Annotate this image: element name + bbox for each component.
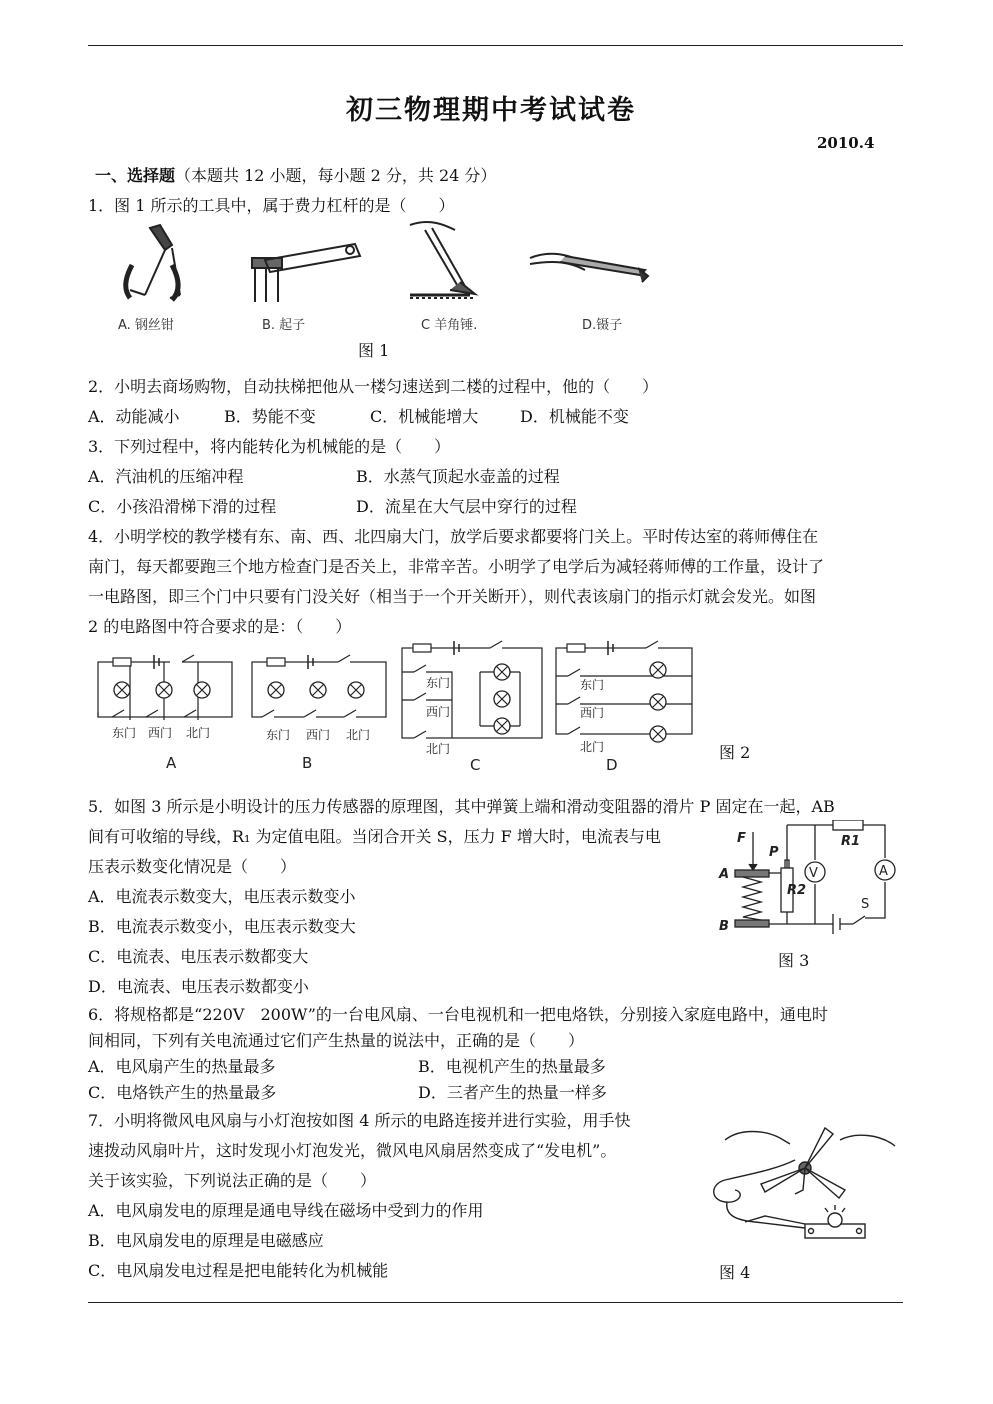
q6-option-a: A．电风扇产生的热量最多 xyxy=(88,1057,276,1076)
point-b-label: B xyxy=(719,919,729,934)
q2-stem: 2．小明去商场购物，自动扶梯把他从一楼匀速送到二楼的过程中，他的（ ） xyxy=(88,377,659,396)
right-hand-icon xyxy=(840,1135,895,1146)
q7-option-c: C．电风扇发电过程是把电能转化为机械能 xyxy=(88,1261,389,1280)
q2-option-b: B．势能不变 xyxy=(224,407,316,426)
q6-option-c: C．电烙铁产生的热量最多 xyxy=(88,1083,277,1102)
circuit-b-door-north: 北门 xyxy=(346,728,371,742)
section-heading xyxy=(95,163,496,186)
pliers-icon xyxy=(126,225,180,300)
header-rule xyxy=(88,45,903,46)
tool-caption-d: D.镊子 xyxy=(582,318,623,333)
section-title: 一、选择题 xyxy=(95,166,176,185)
circuit-a xyxy=(98,655,232,720)
circuit-d-door-west: 西门 xyxy=(580,706,605,720)
circuit-c-door-north: 北门 xyxy=(426,742,451,756)
q2-option-d: D．机械能不变 xyxy=(520,407,629,426)
figure-3-label: 图 3 xyxy=(778,951,810,970)
q2-option-a: A．动能减小 xyxy=(88,407,180,426)
bottle-opener-icon xyxy=(252,244,360,302)
point-a-label: A xyxy=(719,867,730,882)
tool-caption-b: B. 起子 xyxy=(262,318,306,333)
q3-option-b: B．水蒸气顶起水壶盖的过程 xyxy=(356,467,560,486)
figure-3-sensor-circuit xyxy=(715,820,905,940)
circuit-b-door-west: 西门 xyxy=(306,728,331,742)
tweezers-icon xyxy=(530,254,648,282)
exam-date: 2010.4 xyxy=(817,134,875,152)
q5-line-3: 压表示数变化情况是（ ） xyxy=(88,857,297,876)
circuit-d-door-north: 北门 xyxy=(580,740,605,754)
circuit-a-door-north: 北门 xyxy=(186,726,211,740)
q4-line-2: 南门，每天都要跑三个地方检查门是否关上，非常辛苦。小明学了电学后为减轻蒋师傅的工作量，设计了 xyxy=(88,557,825,576)
circuit-b-door-east: 东门 xyxy=(266,728,291,742)
q7-line-2: 速拨动风扇叶片，这时发现小灯泡发光，微风电风扇居然变成了“发电机”。 xyxy=(88,1141,617,1160)
force-label: F xyxy=(737,831,746,846)
q7-option-a: A．电风扇发电的原理是通电导线在磁场中受到力的作用 xyxy=(88,1201,484,1220)
footer-rule xyxy=(88,1302,903,1303)
page-title: 初三物理期中考试试卷 xyxy=(346,95,636,126)
switch-s-label: S xyxy=(861,897,870,912)
circuit-c-label: C xyxy=(470,756,481,774)
circuit-b-label: B xyxy=(302,754,313,772)
section-note: （本题共 12 小题，每小题 2 分，共 24 分） xyxy=(175,166,497,185)
q5-option-d: D．电流表、电压表示数都变小 xyxy=(88,977,309,996)
q7-option-b: B．电风扇发电的原理是电磁感应 xyxy=(88,1231,324,1250)
voltmeter-label: V xyxy=(809,866,818,881)
r1-label: R1 xyxy=(841,834,861,849)
tool-caption-a: A. 钢丝钳 xyxy=(118,318,174,333)
circuit-a-door-west: 西门 xyxy=(148,726,173,740)
q6-option-b: B．电视机产生的热量最多 xyxy=(418,1057,606,1076)
circuit-c xyxy=(402,641,542,742)
fan-icon xyxy=(761,1128,845,1198)
q7-line-3: 关于该实验，下列说法正确的是（ ） xyxy=(88,1171,377,1190)
circuit-c-door-east: 东门 xyxy=(426,676,451,690)
q4-line-4: 2 的电路图中符合要求的是：（ ） xyxy=(88,617,352,636)
q5-option-c: C．电流表、电压表示数都变大 xyxy=(88,947,309,966)
q7-line-1: 7．小明将微风电风扇与小灯泡按如图 4 所示的电路连接并进行实验，用手快 xyxy=(88,1111,631,1130)
q5-line-1: 5．如图 3 所示是小明设计的压力传感器的原理图，其中弹簧上端和滑动变阻器的滑片 P 固定在一起，AB xyxy=(88,797,835,816)
q5-line-2: 间有可收缩的导线，R₁ 为定值电阻。当闭合开关 S，压力 F 增大时，电流表与电 xyxy=(88,827,661,846)
figure-4-fan-generator xyxy=(705,1120,900,1255)
slider-p-label: P xyxy=(769,845,779,860)
r2-label: R2 xyxy=(787,883,807,898)
q6-line-1: 6．将规格都是“220V 200W”的一台电风扇、一台电视机和一把电烙铁，分别接入家庭电路中，通电时 xyxy=(88,1005,828,1024)
q1-stem: 1．图 1 所示的工具中，属于费力杠杆的是（ ） xyxy=(88,196,455,215)
q3-stem: 3．下列过程中，将内能转化为机械能的是（ ） xyxy=(88,437,451,456)
q4-line-3: 一电路图，即三个门中只要有门没关好（相当于一个开关断开），则代表该扇门的指示灯就会发光。如图 xyxy=(88,587,817,606)
ammeter-label: A xyxy=(879,864,888,879)
bulb-icon xyxy=(805,1205,865,1238)
circuit-c-door-west: 西门 xyxy=(426,705,451,719)
q2-option-c: C．机械能增大 xyxy=(370,407,479,426)
figure-1-label: 图 1 xyxy=(358,341,390,360)
circuit-d xyxy=(556,641,692,742)
tool-caption-c: C 羊角锤. xyxy=(421,318,478,333)
circuit-d-door-east: 东门 xyxy=(580,678,605,692)
circuit-a-door-east: 东门 xyxy=(112,726,137,740)
q5-option-b: B．电流表示数变小，电压表示数变大 xyxy=(88,917,356,936)
figure-2-label: 图 2 xyxy=(719,743,751,762)
q6-option-d: D．三者产生的热量一样多 xyxy=(418,1083,607,1102)
circuit-a-label: A xyxy=(166,754,177,772)
q3-option-c: C．小孩沿滑梯下滑的过程 xyxy=(88,497,277,516)
left-hand-icon xyxy=(725,1132,790,1145)
figure-2-circuits xyxy=(90,640,710,780)
q6-line-2: 间相同，下列有关电流通过它们产生热量的说法中，正确的是（ ） xyxy=(88,1031,585,1050)
circuit-d-label: D xyxy=(606,756,618,774)
q5-option-a: A．电流表示数变大，电压表示数变小 xyxy=(88,887,356,906)
q4-line-1: 4．小明学校的教学楼有东、南、西、北四扇大门，放学后要求都要将门关上。平时传达室的蒋师傅住在 xyxy=(88,527,819,546)
q3-option-d: D．流星在大气层中穿行的过程 xyxy=(356,497,577,516)
claw-hammer-icon xyxy=(410,222,475,298)
circuit-b xyxy=(252,655,386,721)
figure-4-label: 图 4 xyxy=(719,1263,751,1282)
q3-option-a: A．汽油机的压缩冲程 xyxy=(88,467,244,486)
